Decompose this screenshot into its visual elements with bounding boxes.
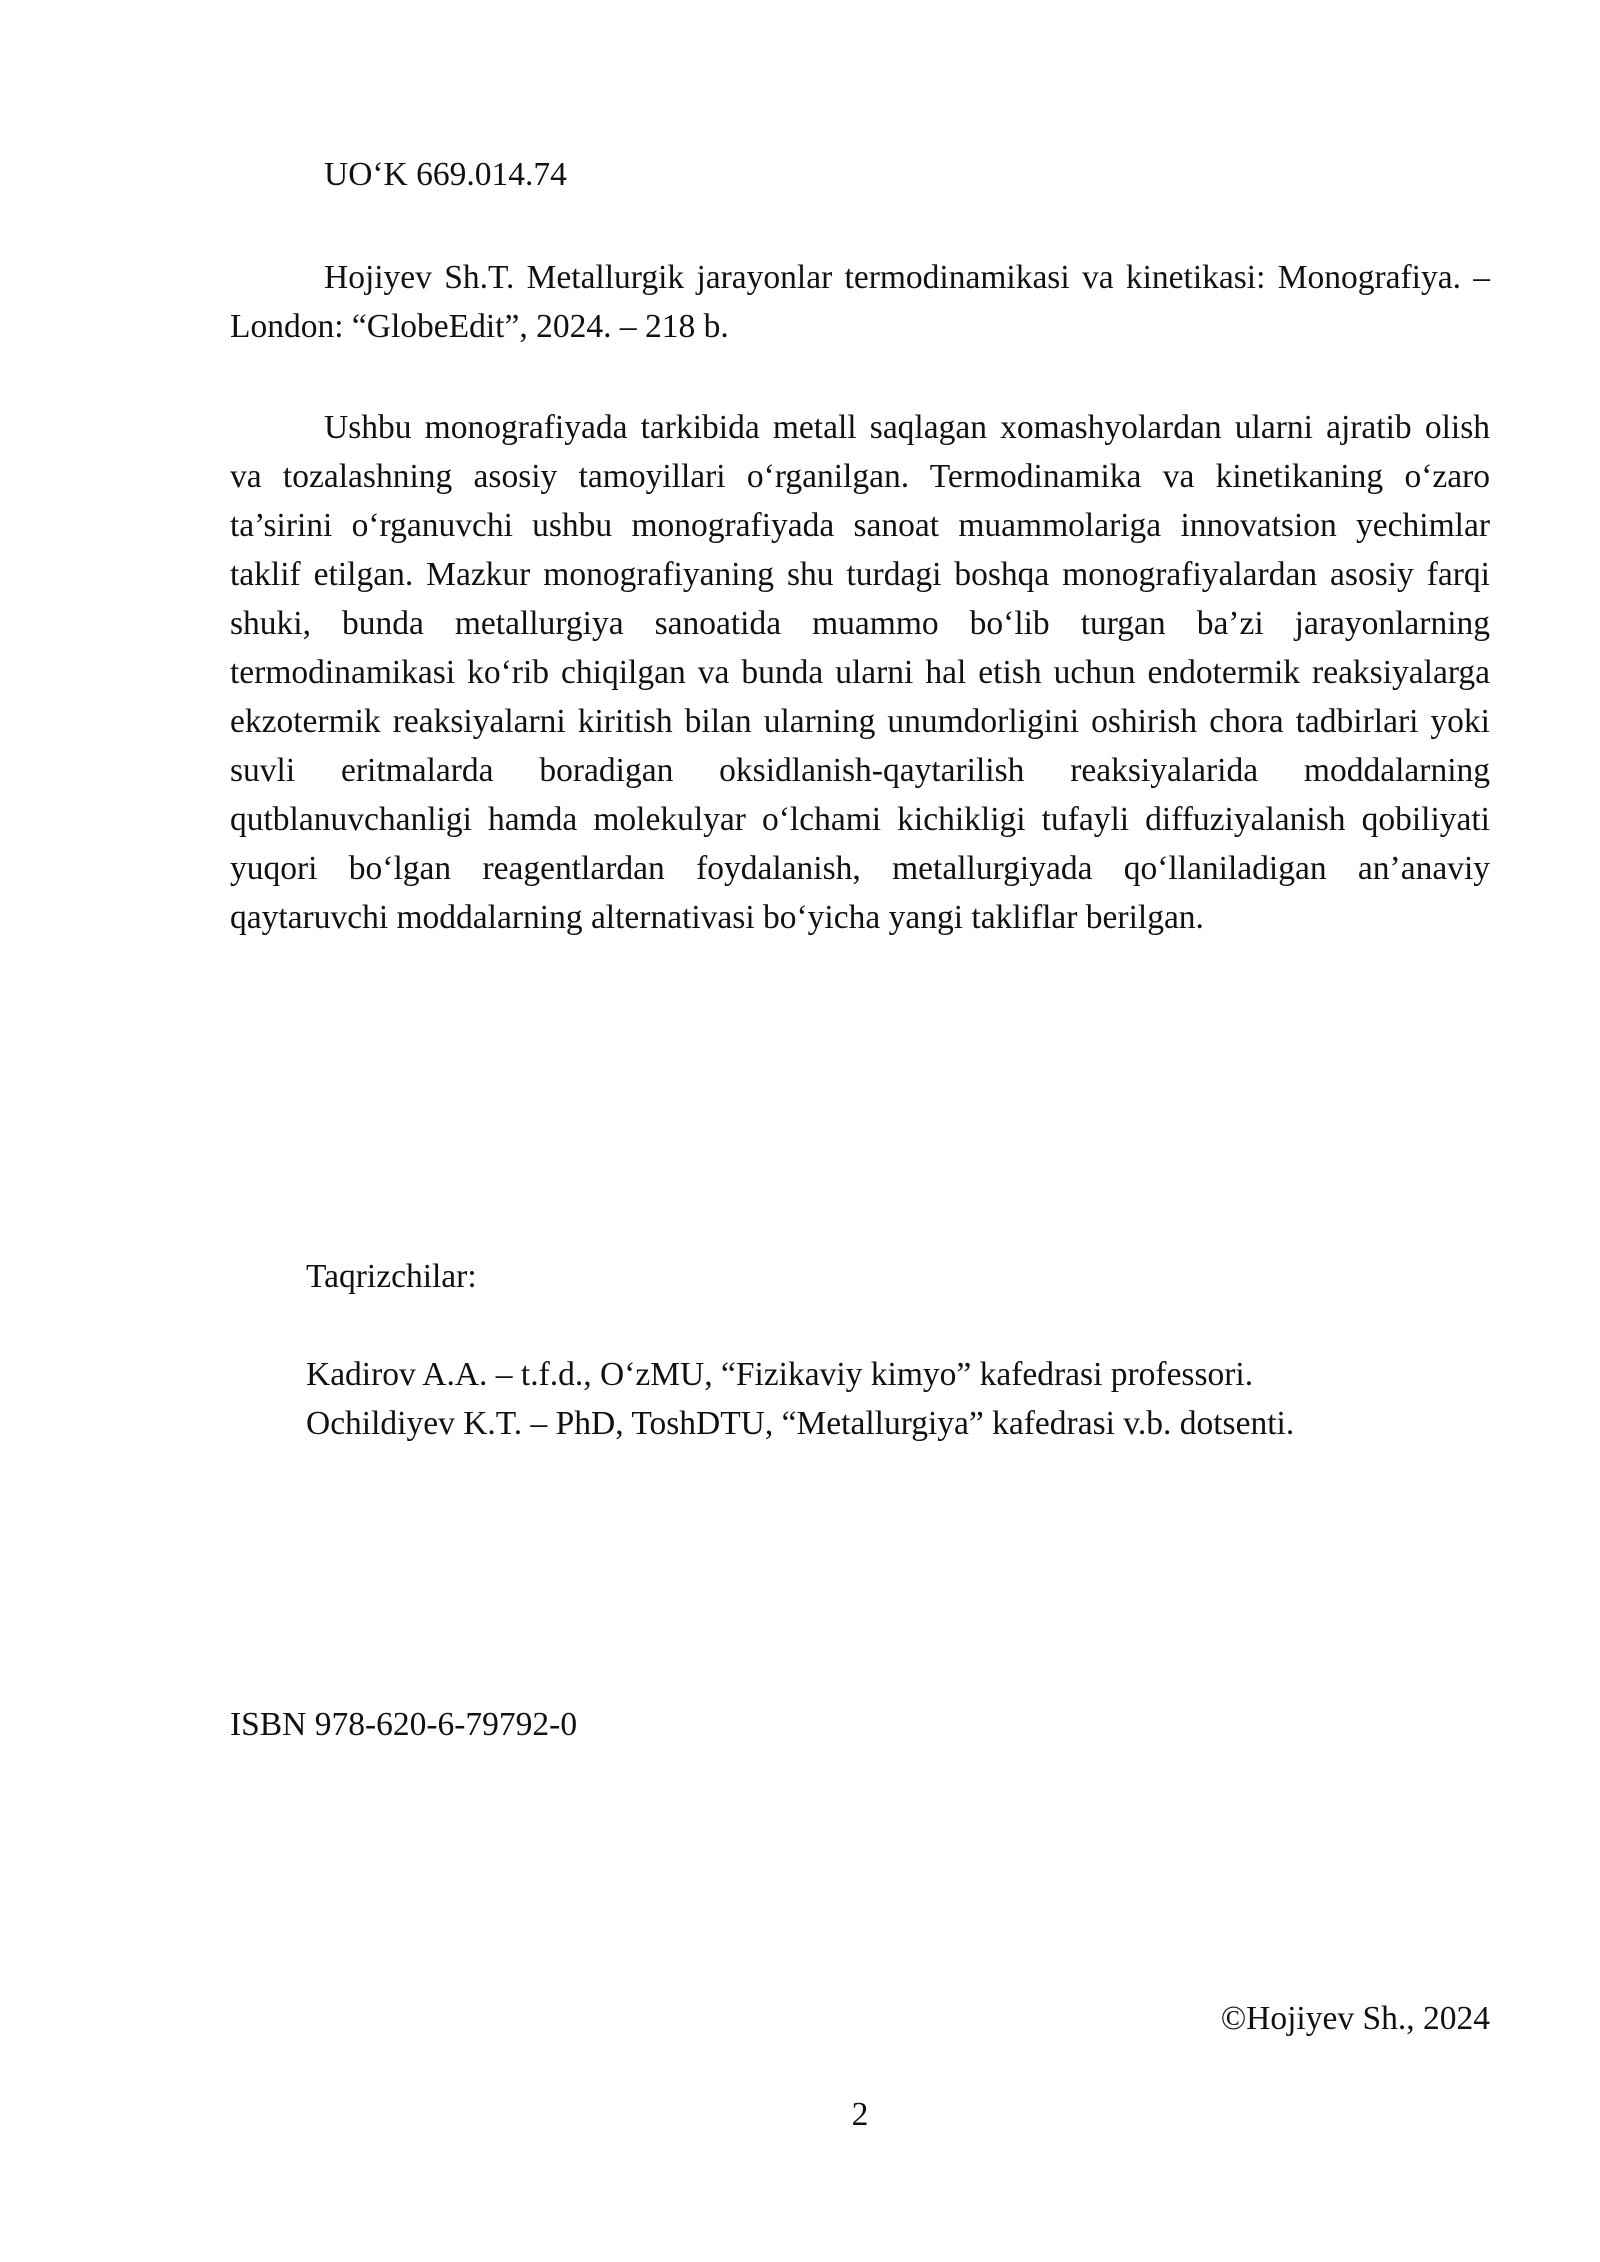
isbn-number: ISBN 978-620-6-79792-0: [230, 1706, 578, 1743]
annotation-paragraph: Ushbu monografiyada tarkibida metall saqlagan xomashyolardan ularni ajratib olish va tozalashning asosiy tamoyillari o‘rganilgan. Termodinamika va kinetikaning o‘zaro ta’sirini o‘rganuvchi ushbu monografiyada sanoat muammolariga innovatsion yechimlar taklif etilgan. Mazkur monografiyaning shu turdagi boshqa monografiyalardan asosiy farqi shuki, bunda metallurgiya sanoatida muammo bo‘lib turgan ba’zi jarayonlarning termodinamikasi ko‘rib chiqilgan va bunda ularni hal etish uchun endotermik reaksiyalarga ekzotermik reaksiyalarni kiritish bilan ularning unumdorligini oshirish chora tadbirlari yoki suvli eritmalarda boradigan oksidlanish-qaytarilish reaksiyalarida moddalarning qutblanuvchanligi hamda molekulyar o‘lchami kichikligi tufayli diffuziyalanish qobiliyati yuqori bo‘lgan reagentlardan foydalanish, metallurgiyada qo‘llaniladigan an’anaviy qaytaruvchi moddalarning alternativasi bo‘yicha yangi takliflar berilgan.: [230, 409, 1490, 936]
page-number: 2: [851, 2096, 869, 2133]
reviewer-item: Kadirov A.A. – t.f.d., O‘zMU, “Fizikaviy kimyo” kafedrasi professori.: [306, 1356, 1254, 1393]
bibliographic-citation: Hojiyev Sh.T. Metallurgik jarayonlar termodinamikasi va kinetikasi: Monografiya. – London: “GlobeEdit”, 2024. – 218 b.: [230, 259, 1490, 345]
reviewers-heading: Taqrizchilar:: [306, 1258, 477, 1295]
reviewers-list: [306, 1350, 1294, 1448]
udc-code: UO‘K 669.014.74: [324, 156, 567, 193]
reviewer-item: Ochildiyev K.T. – PhD, ToshDTU, “Metallurgiya” kafedrasi v.b. dotsenti.: [306, 1405, 1295, 1442]
copyright-notice: ©Hojiyev Sh., 2024: [1220, 2000, 1490, 2037]
